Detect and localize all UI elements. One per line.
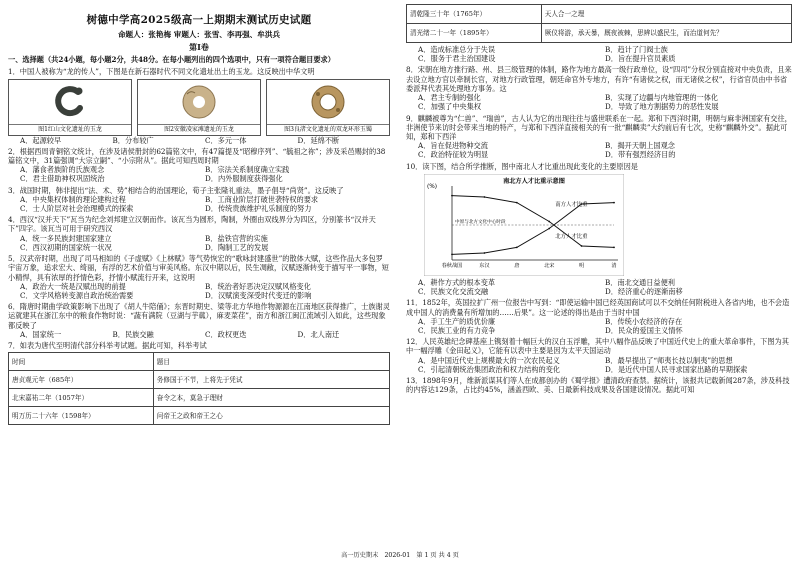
option: C．服务于君主治国建设: [418, 54, 496, 64]
option: A．造成标准总分于失误: [418, 45, 496, 54]
data-point: [613, 202, 615, 204]
x-tick-label: 北宋: [544, 262, 555, 269]
question-2-stem: 2．根据西周青铜铭文统计，在涉及诸侯册封的62篇铭文中，有47篇提及“昭穆序列”、“毓祖之祢”；涉及采邑赐封的38篇铭文中，31篇强调“大宗立嗣”、“小宗附从”。据此可知西周时期: [8, 146, 386, 165]
question-10-stem: 10．读下图，结合所学推断，图中南北人才比重出现此变化的主要原因是: [406, 161, 638, 171]
option: B．揭开天朝上国观念: [605, 141, 675, 151]
option: B．盐铁官营的实施: [205, 233, 268, 243]
option: D．经济重心的逐渐南移: [605, 287, 683, 297]
question-8-options: [418, 93, 792, 111]
table-cell: 清光绪二十一年（1895年）: [407, 24, 542, 43]
chart-annotation: 中原与北方文化中心时段: [455, 219, 506, 225]
option: C．西汉初期的国家统一状况: [20, 242, 112, 252]
chart-svg: [424, 174, 624, 276]
figure-1: [8, 79, 132, 136]
option: A．政治大一统是汉赋出现的前提: [20, 281, 126, 291]
x-tick-label: 春秋战国: [441, 262, 463, 269]
option: D．延绵不断: [297, 135, 340, 145]
data-point: [548, 220, 550, 222]
question-11-stem: 11．1852年，英国拉扩广州一位报告中写到：“即使运输中国已经英国商试可以不交纳任何附税进入各省内地，也不会造成中国人的消费量有所增加的……后果”。这一论述的得出是由于当时中国: [406, 298, 790, 317]
series-label: 南方人才比重: [555, 201, 588, 208]
data-point: [516, 202, 518, 204]
question-11-options: [418, 317, 792, 335]
option: D．内外服制度获得强化: [205, 174, 283, 184]
option: B．趋计了门阀士族: [605, 45, 668, 54]
table-row: [9, 389, 390, 407]
figure-3: [266, 79, 390, 136]
option: A．统一多民族封建国家建立: [20, 233, 112, 243]
question-7-table: [8, 352, 390, 425]
data-point: [516, 246, 518, 248]
option: C．引起清朝统治集团政治和权力结构的变化: [418, 364, 561, 374]
authors-line: 命题人：张艳梅 审题人：张雪、李再强、牟洪兵: [117, 30, 281, 40]
figure-3-caption: 图3良渚文化遗址的双龙环形玉镯: [267, 124, 389, 135]
data-point: [613, 246, 615, 248]
jade-bracelet-icon: [267, 80, 389, 124]
option: A．君主专制的强化: [418, 93, 481, 103]
option: B．工商业阶层打破世袭特权的要求: [205, 194, 319, 204]
option: A．是中国近代史上规模最大的一次农民起义: [418, 355, 560, 365]
data-point: [484, 196, 486, 198]
table-header-row: [9, 353, 390, 371]
table-cell: 明万历二十六年（1598年）: [9, 407, 154, 425]
option: D．传统贵族维护礼乐制度的努力: [205, 204, 312, 214]
page-footer: 高一历史期末 2026-01 第 1 页 共 4 页: [341, 552, 459, 559]
option: B．实现了边疆与内地管理的一体化: [605, 93, 719, 103]
volume-label: 第Ⅰ卷: [189, 42, 209, 53]
question-1-figures: [8, 79, 390, 136]
option: A．国家统一: [20, 329, 62, 339]
option: D．汉赋演变深受时代变迁的影响: [205, 291, 312, 300]
question-12-stem: 12．人民英雄纪念碑基座上镌刻着十幅巨大的汉白玉浮雕，其中八幅作品反映了中国近代史上的重大革命事件，下图为其中一幅浮雕《金田起义》，它能有以表中主要是因为太平天国运动: [406, 337, 789, 356]
option: D．民众的爱国主义情怀: [605, 325, 683, 335]
right-column: [406, 0, 792, 394]
x-tick-label: 清: [611, 262, 617, 269]
option: C．士人阶层对社会治理模式的探索: [20, 204, 134, 214]
option: A．中央集权体制的理论建构过程: [20, 194, 126, 204]
question-7-stem: 7．如表为唐代至明清代部分科举考试题。据此可知，科举考试: [8, 341, 207, 351]
table-row: [407, 24, 792, 43]
question-9-options: [418, 141, 792, 159]
page-title: 树德中学高2025级高一上期期末测试历史试题: [86, 14, 312, 26]
table-header-cell: 题目: [153, 353, 389, 371]
option: B．宗法关系制度确立实践: [205, 165, 290, 175]
figure-2: [137, 79, 261, 136]
section-heading: 一、选择题（共24小题，每小题2分，共48分。在每小题列出的四个选项中，只有一项符合题目要求）: [8, 55, 335, 65]
question-8-stem: 8．宋朝在地方推行路、州、县三级管理的体制，路作为地方最高一级行政单位，设“四司”分权分别直接对中央负责，且来去设立地方官以牵制长官，对地方行政管理，朝廷命官外专地方，有许“有诸侯之权，而无诸侯之权”，行省官员由中书省委派拜代表其处理地方事务。这: [406, 65, 792, 93]
table-row: [407, 5, 792, 24]
table-cell: 务修国于不节，上将先于凭试: [153, 371, 389, 389]
talent-ratio-chart: [424, 174, 624, 276]
option: C．多元一体: [205, 135, 247, 145]
table-cell: 厥仪将游，承天暴，厩夜被棘，思辨以盛民生，而治道何先？: [541, 24, 791, 43]
option: A．旨在促进物种交流: [418, 141, 488, 151]
question-7-table-continued: [406, 4, 792, 43]
figure-1-caption: 图1红山文化遗址的玉龙: [9, 124, 131, 135]
table-cell: 天人合一之理: [541, 5, 791, 24]
figure-2-caption: 图2安徽凌家滩遗址的玉龙: [138, 124, 260, 135]
question-10-options: [418, 278, 792, 296]
option: B．统治者好恶决定汉赋风格变化: [205, 281, 311, 291]
table-cell: 问帝王之政和帝王之心: [153, 407, 389, 425]
question-6-stem: 6．隋唐时期曲学政策影响下出现了《胡人牛陪俑》；东晋时期史、梁等北方华地作物源源在江南地区获得推广，士族谢灵运就建其在浙江东中的粮食作物时说：“蔬有满院（豆湖与芋蓏），麻麦菜荏”，南方和浙江闽江流域引入如此，这些现象都反映了: [8, 302, 390, 330]
option: C．民族文化交流交融: [418, 287, 489, 297]
table-header-cell: 时间: [9, 353, 154, 371]
question-3-stem: 3．战国时期，韩非提出“法、术、势”相结合的治国理论，荀子主张隆礼重法，墨子倡导“尚贤”。这反映了: [8, 185, 344, 195]
x-tick-label: 明: [578, 262, 585, 269]
table-row: [9, 371, 390, 389]
option: A．手工生产的质优价廉: [418, 316, 496, 326]
jade-dragon-c-icon: [9, 80, 131, 124]
option: B．分布较广: [112, 135, 154, 145]
question-1-options: [20, 136, 390, 145]
series-label: 北方人才比重: [555, 233, 588, 240]
table-cell: 北宋嘉祐二年（1057年）: [9, 389, 154, 407]
option: D．陶制工艺的发展: [205, 242, 269, 252]
chart-title: 南北方人才比重示意图: [503, 177, 565, 185]
question-5-stem: 5．汉武帝时期，出现了司马相如的《子虚赋》《上林赋》等气势恢宏的“歌咏封建盛世”的散体大赋，这些作品大多包罗宇宙万象，追求宏大、绮丽，有浮的艺术价值与审美风格。东汉中期以后，民生凋敝，汉赋逐渐转变于描写平一事物，短小精悍，具有浓厚的抒情色彩，抒情小赋流行开来，这说明: [8, 254, 389, 282]
option: A．藩食者族阶的氏族观念: [20, 165, 105, 175]
option: D．带有强烈经济目的: [605, 150, 676, 160]
chart-ylabel: (%): [427, 183, 438, 190]
x-tick-label: 东汉: [479, 262, 490, 269]
table-cell: 清乾隆三十年（1765年）: [407, 5, 542, 24]
x-tick-label: 唐: [514, 262, 520, 269]
option: A．耕作方式的根本变革: [418, 277, 496, 287]
data-point: [484, 252, 486, 254]
question-1-stem: 1．中国人被称为“龙的传人”，下图是在新石器时代不同文化遗址出土的玉龙。这反映出中华文明: [8, 66, 315, 76]
question-4-options: [20, 234, 390, 252]
question-5-options: [20, 282, 390, 300]
data-point: [548, 227, 550, 229]
jade-dragon-ring-icon: [138, 80, 260, 124]
option: B．南北交通日益便利: [605, 277, 675, 287]
option: D．导致了地方割据势力的恶性发展: [605, 102, 719, 112]
table-cell: 唐贞观元年（685年）: [9, 371, 154, 389]
question-2-options: [20, 165, 390, 183]
question-12-options: [418, 356, 792, 374]
option: C．民族工业的有力竞争: [418, 325, 496, 335]
table-cell: 奋令之本，莫急于理财: [153, 389, 389, 407]
option: B．传统小农经济的存在: [605, 316, 683, 326]
data-point: [451, 253, 453, 255]
data-point: [581, 245, 583, 247]
left-column: [8, 0, 390, 425]
option: C．文学风格转变源自政治统治需要: [20, 291, 134, 300]
question-13-stem: 13．1898年9月，维新派谋其们等人在成都创办的《蜀学报》遭清政府查禁。据统计，该报共记载新闻287条，涉及科技的内容达129条，占比约45%，涵盖西欧、美、日最新科技成果及各国建设情况。据此可知: [406, 376, 790, 395]
question-4-stem: 4．西汉“汉并天下”瓦当为纪念刘邦建立汉朝而作。该瓦当为圆形，陶制，外圈由双线界分为四区，分别篆书“汉并天下”四字。该瓦当可用于研究西汉: [8, 215, 376, 234]
option: B．最早提出了“师夷长技以制夷”的思想: [605, 355, 733, 365]
option: D．是近代中国人民寻求国家出路的早期探索: [605, 364, 748, 374]
option: C．加强了中央集权: [418, 102, 482, 112]
question-7-options: [418, 45, 792, 63]
option: A．起源较早: [20, 135, 62, 145]
data-point: [451, 195, 453, 197]
option: C．政治特征较为明显: [418, 150, 489, 160]
table-row: [9, 407, 390, 425]
question-9-stem: 9．麒麟被尊为“仁兽”、“瑞兽”，古人认为它的出现往往与盛世联系在一起。郑和下西洋时期，明朝与麻非洲国家有交往，非洲使节来访时会带来当地的特产，与郑和下西洋直接相关的有一批“麒麟卖”大约前后有七次，史称“麒麟外交”。据此可知，郑和下西洋: [406, 113, 792, 141]
question-3-options: [20, 195, 390, 213]
option: C．君主借助神权巩固统治: [20, 174, 105, 184]
question-6-options: [20, 330, 390, 339]
option: D．旨在提升官员素质: [605, 54, 676, 64]
option: B．民族交融: [112, 329, 154, 339]
option: D．北人南迁: [297, 329, 340, 339]
option: C．政权更迭: [205, 329, 247, 339]
